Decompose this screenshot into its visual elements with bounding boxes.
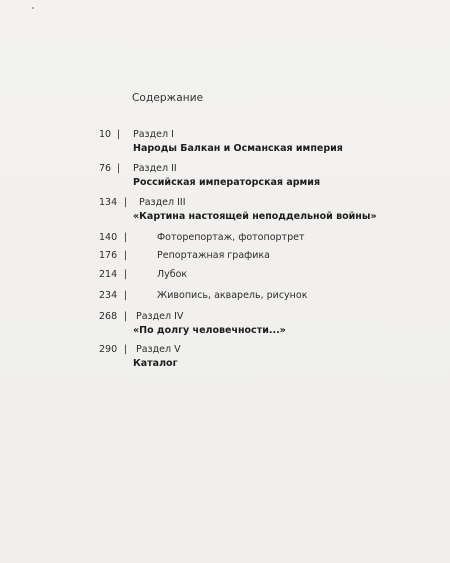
toc-subsection-label: Живопись, акварель, рисунок <box>157 290 308 301</box>
toc-page-number: 76 <box>99 163 112 174</box>
toc-page-number: 290 <box>99 344 118 355</box>
toc-section-title: Народы Балкан и Османская империя <box>133 143 343 154</box>
toc-separator: | <box>124 197 128 208</box>
toc-section-title: «По долгу человечности...» <box>133 325 286 336</box>
toc-separator: | <box>124 250 128 261</box>
toc-page-number: 10 <box>99 129 112 140</box>
toc-section-label: Раздел V <box>136 344 181 355</box>
toc-section-label: Раздел I <box>133 129 174 140</box>
toc-section-label: Раздел II <box>133 163 177 174</box>
page-title: Содержание <box>132 92 204 104</box>
toc-page-number: 268 <box>99 311 118 322</box>
toc-section-label: Раздел IV <box>136 311 184 322</box>
toc-subsection-label: Фоторепортаж, фотопортрет <box>157 232 305 243</box>
toc-section-title: Каталог <box>133 358 178 369</box>
toc-page-number: 214 <box>99 269 118 280</box>
toc-separator: | <box>124 290 128 301</box>
toc-subsection-label: Репортажная графика <box>157 250 271 261</box>
toc-section-label: Раздел III <box>139 197 186 208</box>
corner-mark <box>32 7 34 9</box>
toc-separator: | <box>117 163 121 174</box>
toc-page-number: 234 <box>99 290 118 301</box>
toc-separator: | <box>124 311 128 322</box>
toc-section-title: Российская императорская армия <box>133 177 321 188</box>
toc-separator: | <box>124 232 128 243</box>
toc-separator: | <box>117 129 121 140</box>
toc-page-number: 176 <box>99 250 118 261</box>
toc-subsection-label: Лубок <box>157 269 188 280</box>
toc-separator: | <box>124 344 128 355</box>
toc-page-number: 134 <box>99 197 118 208</box>
toc-separator: | <box>124 269 128 280</box>
toc-section-title: «Картина настоящей неподдельной войны» <box>133 211 377 222</box>
toc-page-number: 140 <box>99 232 118 243</box>
